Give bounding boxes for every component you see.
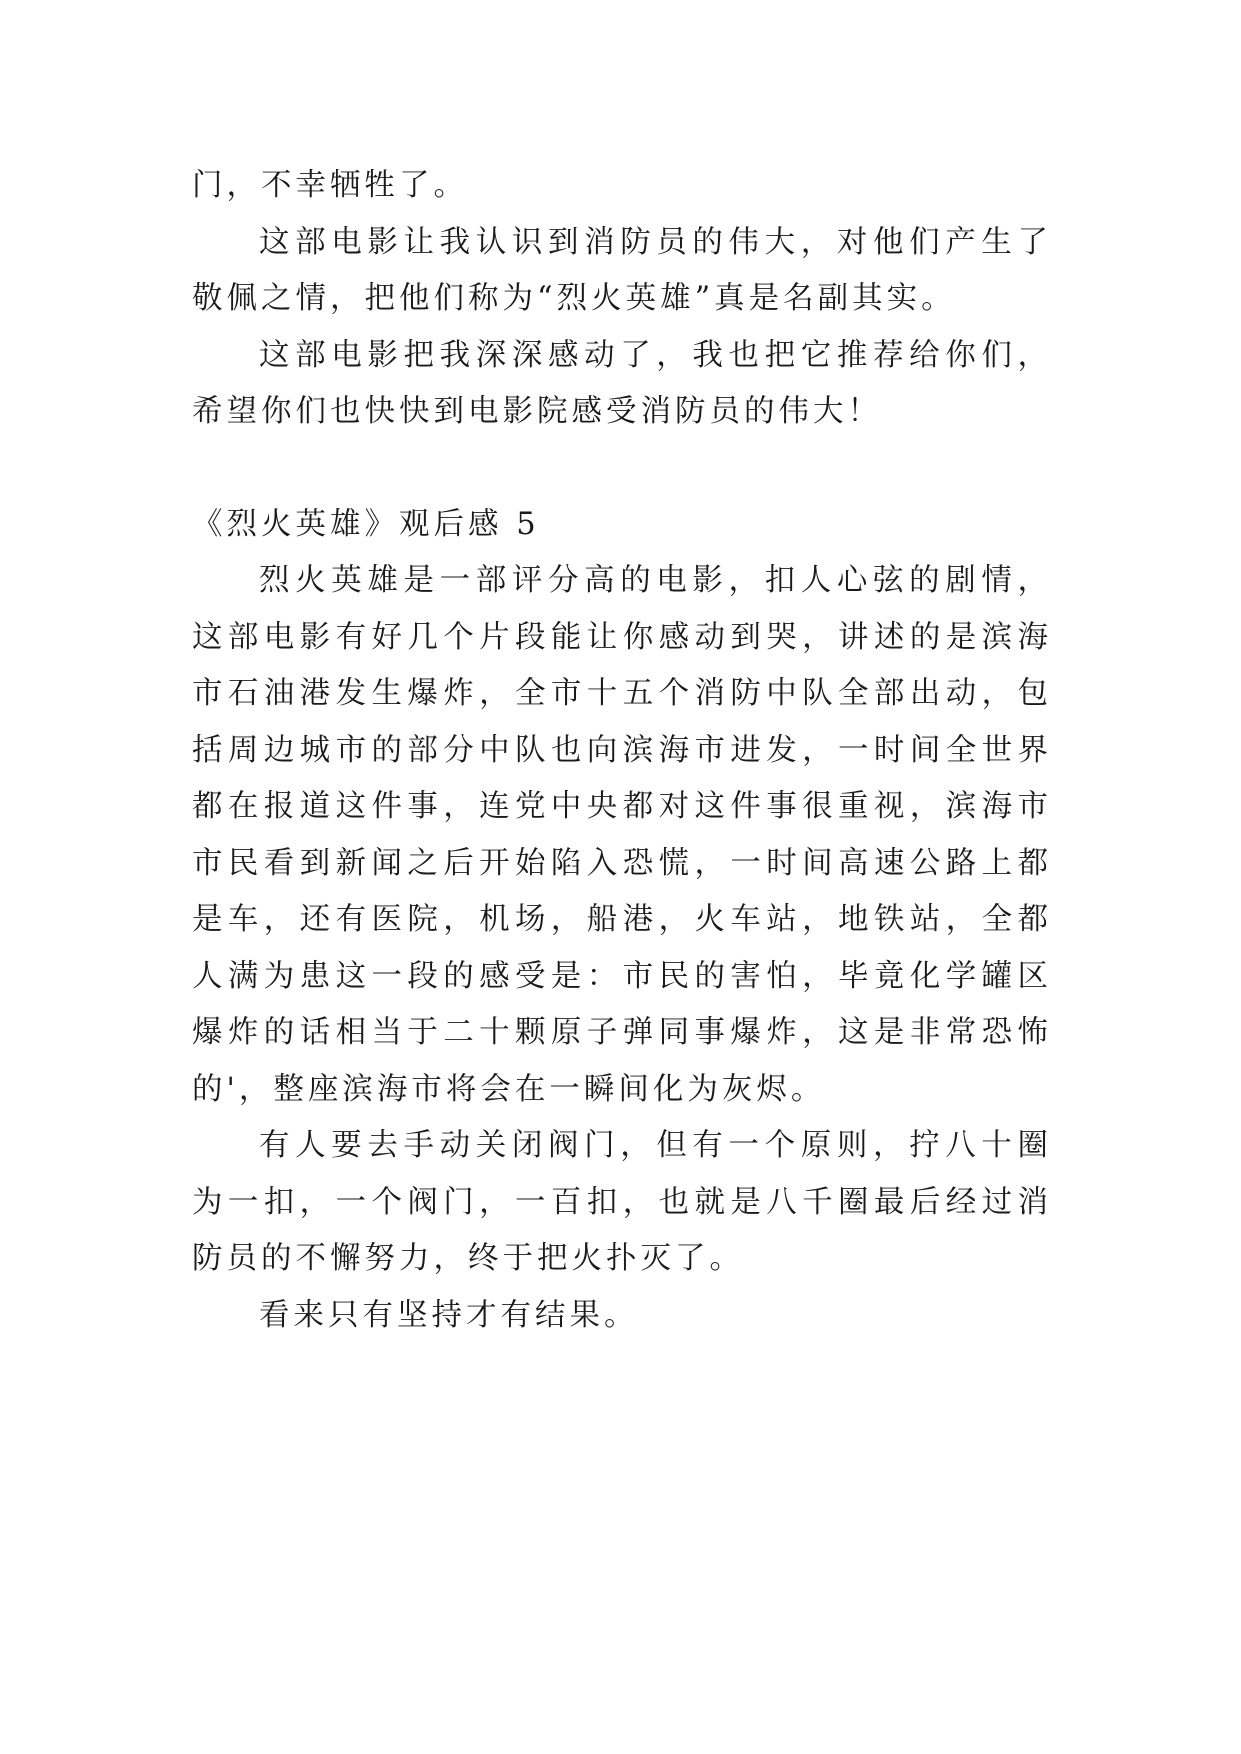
- paragraph: 看来只有坚持才有结果。: [259, 1297, 639, 1333]
- paragraph-continuation: 门，不幸牺牲了。: [192, 168, 468, 203]
- section-spacer: [192, 441, 1052, 497]
- paragraph: 这部电影让我认识到消防员的伟大，对他们产生了敬佩之情，把他们称为“烈火英雄”真是名副其实。: [192, 224, 1052, 316]
- document-body: [192, 158, 1052, 1344]
- paragraph: 有人要去手动关闭阀门，但有一个原则，拧八十圈为一扣，一个阀门，一百扣，也就是八千圈最后经过消防员的不懈努力，终于把火扑灭了。: [192, 1128, 1052, 1276]
- section-title: 《烈火英雄》观后感 5: [192, 506, 540, 542]
- paragraph: 这部电影把我深深感动了，我也把它推荐给你们，希望你们也快快到电影院感受消防员的伟大！: [192, 337, 1052, 429]
- paragraph: 烈火英雄是一部评分高的电影，扣人心弦的剧情，这部电影有好几个片段能让你感动到哭，讲述的是滨海市石油港发生爆炸，全市十五个消防中队全部出动，包括周边城市的部分中队也向滨海市进发，一时间全世界都在报道这件事，连党中央都对这件事很重视，滨海市市民看到新闻之后开始陷入恐慌，一时间高速公路上都是车，还有医院，机场，船港，火车站，地铁站，全都人满为患这一段的感受是：市民的害怕，毕竟化学罐区爆炸的话相当于二十颗原子弹同事爆炸，这是非常恐怖的'，整座滨海市将会在一瞬间化为灰烬。: [192, 563, 1052, 1107]
